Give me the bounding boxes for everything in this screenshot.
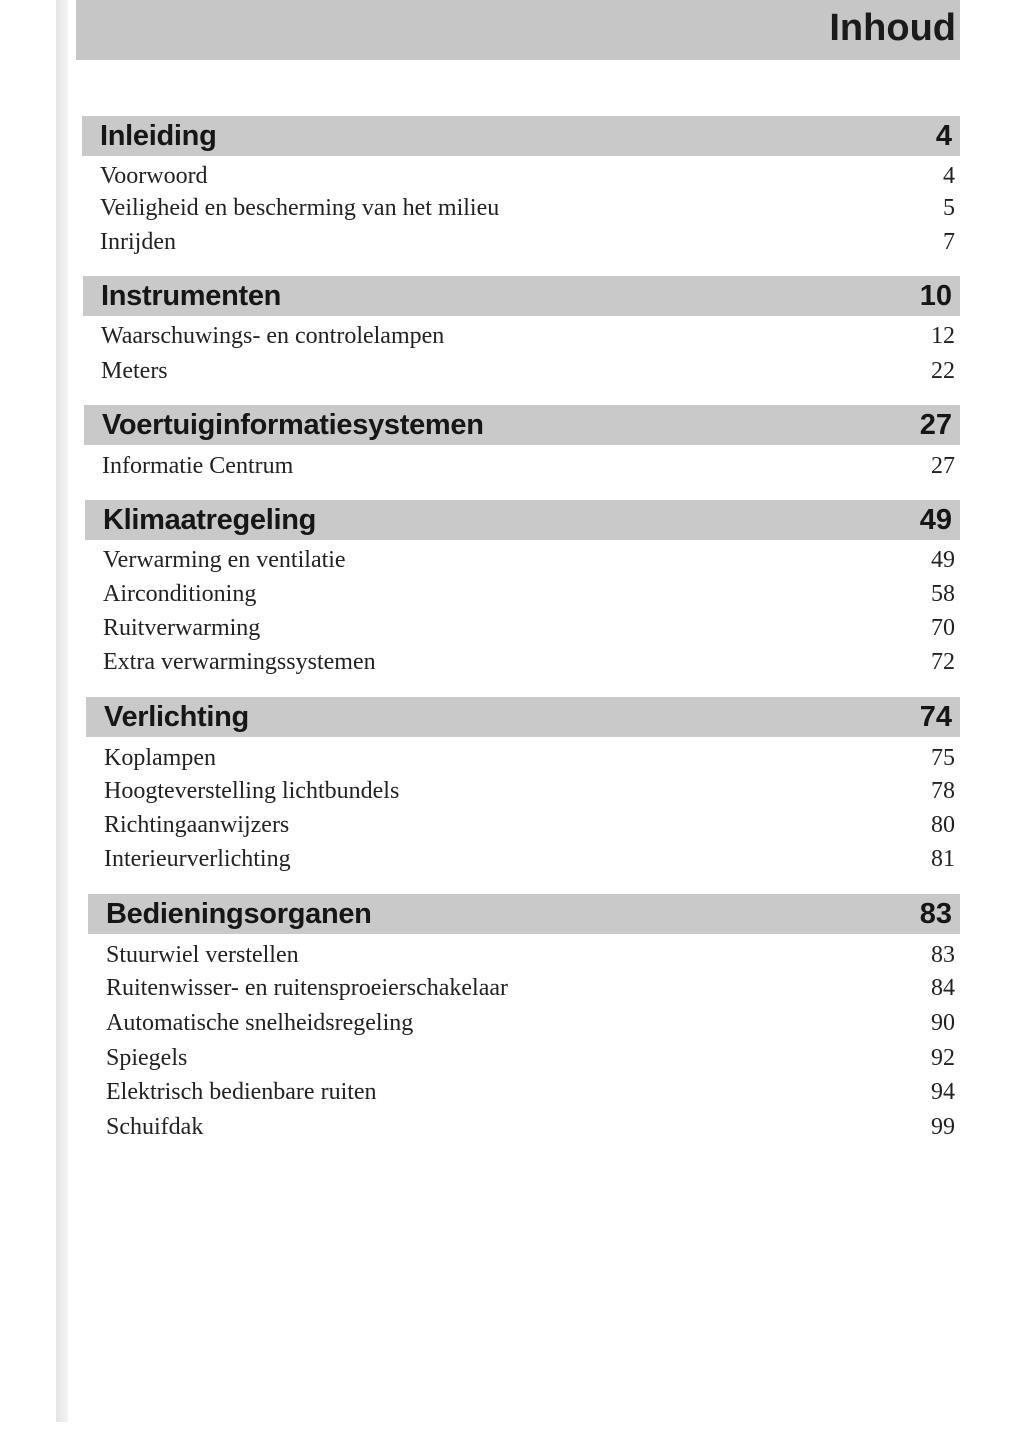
toc-entry-label: Koplampen — [104, 745, 216, 771]
toc-entry — [106, 1007, 955, 1039]
toc-entry-page-number: 94 — [931, 1079, 955, 1105]
toc-entry-page-number: 83 — [931, 942, 955, 968]
section-header — [84, 405, 960, 445]
toc-entry-label: Ruitenwisser- en ruitensproeierschakelaar — [106, 975, 509, 1001]
toc-entry-page-number: 81 — [931, 846, 955, 872]
section-page-number: 27 — [919, 409, 952, 441]
toc-entry — [106, 939, 955, 971]
toc-entry — [104, 742, 955, 774]
toc-entry-label: Hoogteverstelling lichtbundels — [104, 778, 400, 804]
toc-entry — [103, 544, 955, 576]
section-page-number: 74 — [919, 701, 952, 733]
toc-entry-label: Inrijden — [100, 229, 176, 255]
section-title: Instrumenten — [101, 280, 282, 312]
toc-entry — [103, 578, 955, 610]
toc-entry-page-number: 72 — [931, 649, 955, 675]
toc-entry-label: Automatische snelheidsregeling — [106, 1010, 414, 1036]
toc-entry-label: Waarschuwings- en controlelampen — [101, 323, 445, 349]
section-title: Inleiding — [100, 120, 217, 152]
toc-entry-label: Extra verwarmingssystemen — [103, 649, 376, 675]
toc-entry-page-number: 58 — [931, 581, 955, 607]
toc-entry-label: Airconditioning — [103, 581, 257, 607]
toc-entry-label: Voorwoord — [100, 163, 208, 189]
section-header — [86, 697, 960, 737]
section-title: Verlichting — [104, 701, 249, 733]
toc-entry-page-number: 75 — [931, 745, 955, 771]
toc-entry-page-number: 7 — [943, 229, 955, 255]
section-header — [83, 276, 960, 316]
toc-entry-page-number: 78 — [931, 778, 955, 804]
toc-entry — [106, 1111, 955, 1143]
section-title: Voertuiginformatiesystemen — [102, 409, 484, 441]
section-title: Bedieningsorganen — [106, 898, 372, 930]
section-header — [82, 116, 960, 156]
toc-entry — [100, 192, 955, 224]
toc-entry — [101, 355, 955, 387]
toc-entry-page-number: 22 — [931, 358, 955, 384]
toc-entry-label: Richtingaanwijzers — [104, 812, 290, 838]
toc-entry — [101, 320, 955, 352]
toc-entry-label: Verwarming en ventilatie — [103, 547, 346, 573]
toc-entry — [100, 160, 955, 192]
section-page-number: 83 — [919, 898, 952, 930]
toc-entry-page-number: 12 — [931, 323, 955, 349]
toc-entry — [104, 809, 955, 841]
section-header — [85, 500, 960, 540]
toc-entry-label: Schuifdak — [106, 1114, 204, 1140]
toc-entry — [106, 1042, 955, 1074]
toc-entry-page-number: 27 — [931, 453, 955, 479]
toc-entry-page-number: 84 — [931, 975, 955, 1001]
toc-entry-page-number: 70 — [931, 615, 955, 641]
toc-entry-label: Meters — [101, 358, 168, 384]
toc-entry-label: Veiligheid en bescherming van het milieu — [100, 195, 500, 221]
toc-entry — [100, 226, 955, 258]
toc-entry-page-number: 99 — [931, 1114, 955, 1140]
toc-entry-label: Interieurverlichting — [104, 846, 291, 872]
section-page-number: 4 — [935, 120, 952, 152]
toc-entry-page-number: 4 — [943, 163, 955, 189]
toc-entry-page-number: 49 — [931, 547, 955, 573]
toc-entry-label: Stuurwiel verstellen — [106, 942, 299, 968]
toc-entry-label: Spiegels — [106, 1045, 188, 1071]
toc-entry — [103, 612, 955, 644]
toc-entry-label: Informatie Centrum — [102, 453, 294, 479]
section-page-number: 10 — [919, 280, 952, 312]
toc-entry — [102, 450, 955, 482]
toc-entry-page-number: 80 — [931, 812, 955, 838]
toc-entry — [104, 775, 955, 807]
section-title: Klimaatregeling — [103, 504, 317, 536]
toc-entry-label: Ruitverwarming — [103, 615, 261, 641]
toc-entry-page-number: 92 — [931, 1045, 955, 1071]
toc-entry — [106, 972, 955, 1004]
toc-entry — [104, 843, 955, 875]
toc-entry — [106, 1076, 955, 1108]
toc-entry — [103, 646, 955, 678]
page-title: Inhoud — [829, 7, 956, 49]
toc-entry-page-number: 90 — [931, 1010, 955, 1036]
toc-entry-label: Elektrisch bedienbare ruiten — [106, 1079, 377, 1105]
section-header — [88, 894, 960, 934]
toc-entry-page-number: 5 — [943, 195, 955, 221]
section-page-number: 49 — [919, 504, 952, 536]
